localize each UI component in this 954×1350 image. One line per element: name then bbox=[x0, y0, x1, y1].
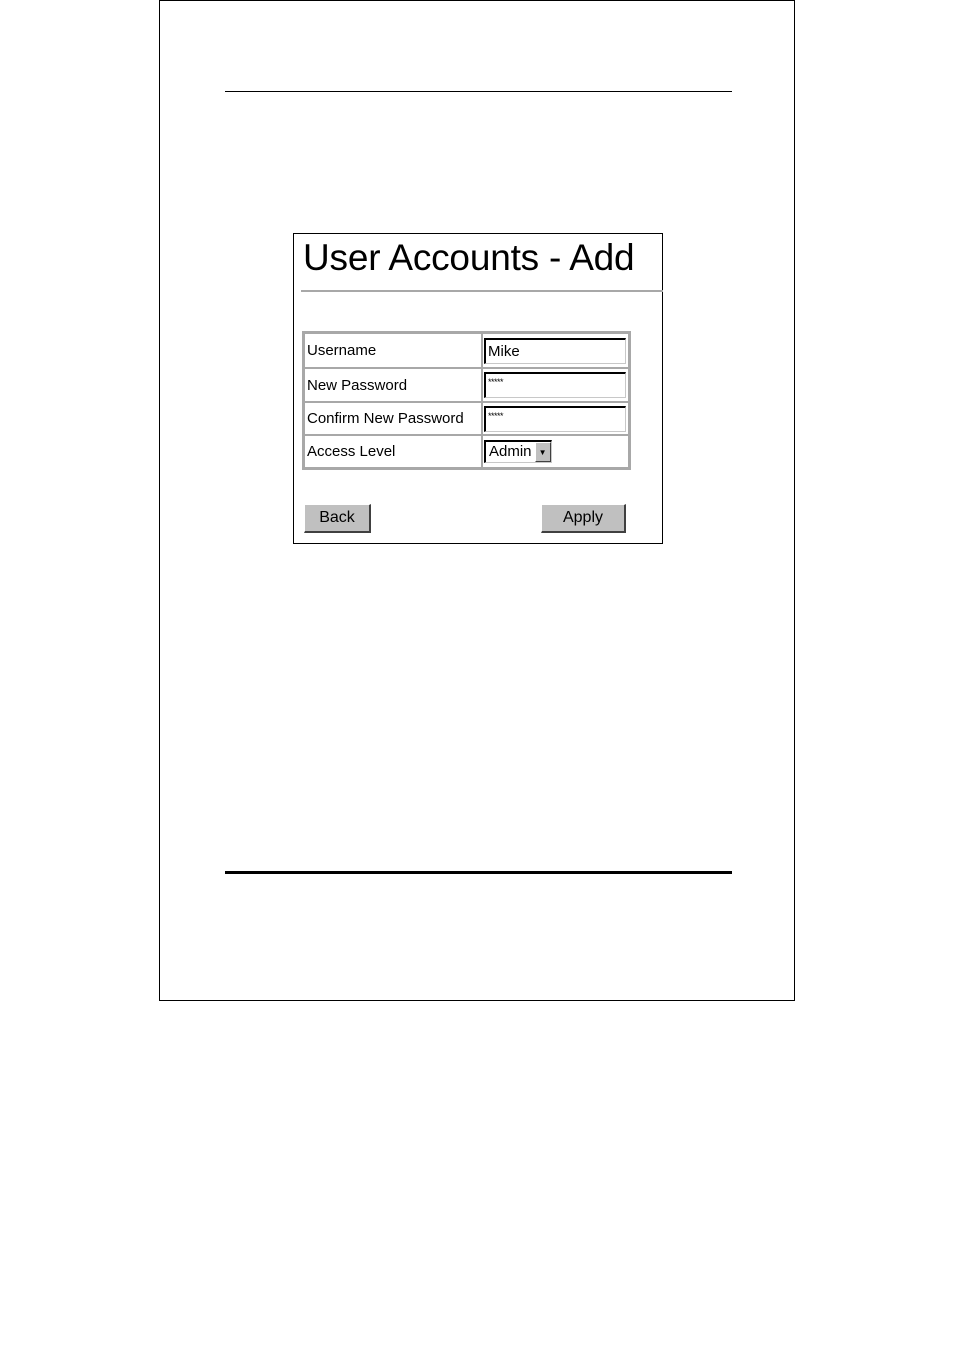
confirm-password-label: Confirm New Password bbox=[304, 402, 482, 435]
new-password-label: New Password bbox=[304, 368, 482, 402]
new-password-input[interactable]: ***** bbox=[484, 372, 626, 398]
access-level-value: Admin bbox=[489, 443, 532, 460]
table-row bbox=[304, 333, 629, 368]
header-rule bbox=[225, 91, 732, 92]
table-row bbox=[304, 368, 629, 402]
user-form-table bbox=[302, 331, 631, 470]
access-level-select[interactable] bbox=[484, 440, 552, 463]
access-level-label: Access Level bbox=[304, 435, 482, 468]
username-input[interactable]: Mike bbox=[484, 338, 626, 364]
title-divider bbox=[301, 290, 663, 292]
back-button[interactable]: Back bbox=[304, 504, 371, 533]
table-row bbox=[304, 402, 629, 435]
user-accounts-add-panel bbox=[293, 233, 663, 544]
page-title: User Accounts - Add bbox=[303, 237, 635, 278]
confirm-password-input[interactable]: ***** bbox=[484, 406, 626, 432]
username-label: Username bbox=[304, 333, 482, 368]
table-row bbox=[304, 435, 629, 468]
apply-button[interactable]: Apply bbox=[541, 504, 626, 533]
footer-rule bbox=[225, 871, 732, 874]
chevron-down-icon[interactable]: ▼ bbox=[535, 442, 551, 462]
